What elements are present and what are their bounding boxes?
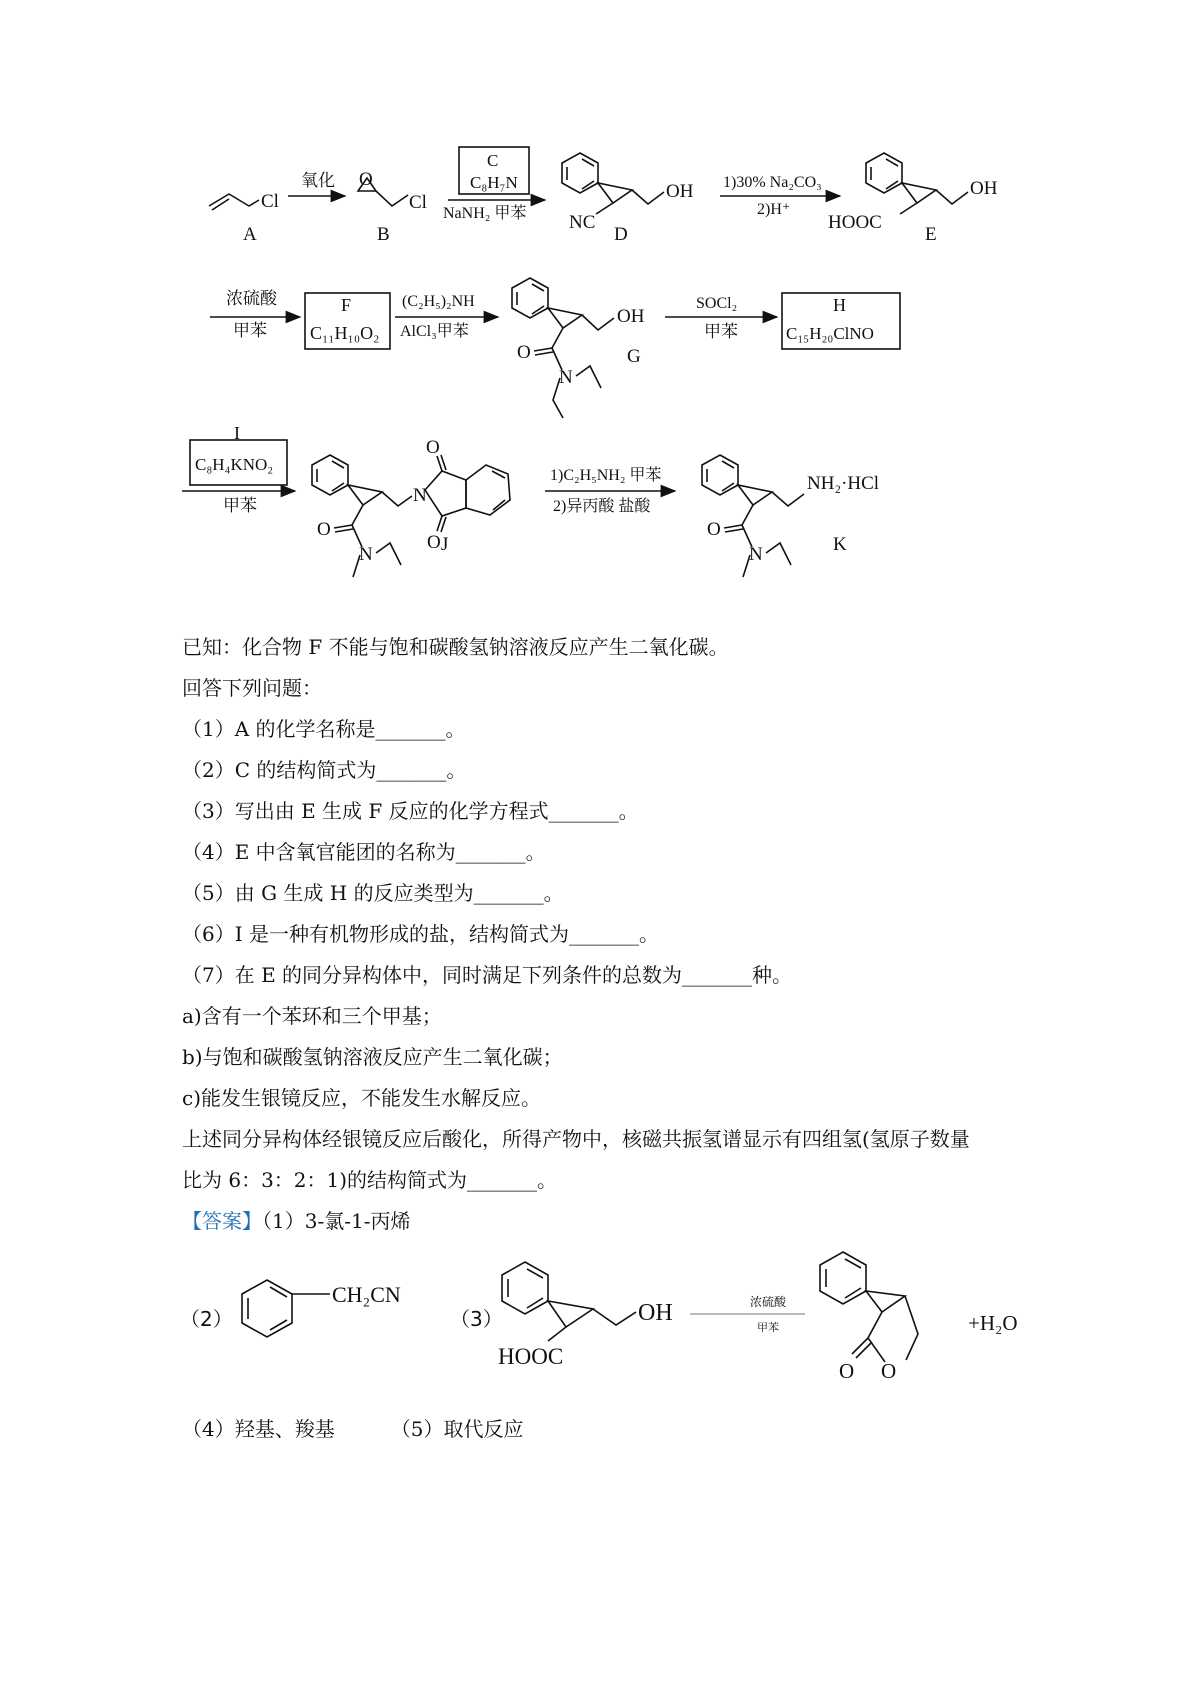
atom-N-G: N: [559, 367, 573, 388]
box-I-title: I: [234, 423, 240, 443]
question-4: （4）E 中含氧官能团的名称为_______。: [182, 840, 546, 864]
atom-O-B: O: [359, 169, 373, 190]
label-G: G: [627, 346, 641, 367]
reagent-SOCl2: SOCl₂: [696, 295, 738, 312]
answer-3-O-carbonyl: O: [839, 1359, 855, 1383]
box-C-formula: C₈H₇N: [470, 173, 518, 192]
answer-3-reactant-structure: [502, 1262, 636, 1341]
answer-3-condition: 浓硫酸: [750, 1295, 787, 1309]
question-7: （7）在 E 的同分异构体中，同时满足下列条件的总数为_______种。: [182, 963, 793, 987]
follow-up-line-2: 比为 6：3：2：1)的结构简式为_______。: [182, 1168, 558, 1192]
reagent-ethylamine: 1)C₂H₅NH₂ 甲苯: [550, 467, 662, 484]
reagent-diethylamine: (C₂H₅)₂NH: [402, 293, 475, 310]
answer-line-1: [182, 1209, 410, 1233]
compound-A-structure: [209, 194, 259, 210]
answer-structures: [0, 1240, 1200, 1440]
answer-3-OH: OH: [638, 1300, 673, 1326]
box-F-formula: C₁₁H₁₀O₂: [310, 323, 380, 343]
atom-Cl-A: Cl: [261, 191, 279, 212]
reagent-toluene-F: 甲苯: [233, 321, 267, 341]
condition-b: b)与饱和碳酸氢钠溶液反应产生二氧化碳；: [182, 1045, 563, 1069]
box-H-formula: C₁₅H₂₀ClNO: [786, 324, 874, 343]
label-E: E: [925, 224, 937, 245]
label-J: J: [441, 534, 449, 555]
question-2: （2）C 的结构简式为_______。: [182, 758, 467, 782]
atom-N-J-amide: N: [359, 544, 373, 565]
box-C-title: C: [487, 151, 499, 170]
answer-3-plus-water: +H₂O: [968, 1311, 1018, 1335]
answer-5: （5）取代反应: [390, 1417, 524, 1441]
question-3: （3）写出由 E 生成 F 反应的化学方程式_______。: [182, 799, 639, 823]
atom-Cl-B: Cl: [409, 192, 427, 213]
box-I-formula: C₈H₄KNO₂: [195, 455, 274, 474]
atom-O-K: O: [707, 519, 721, 540]
question-5: （5）由 G 生成 H 的反应类型为_______。: [182, 881, 564, 905]
label-K: K: [833, 534, 847, 555]
box-F-title: F: [341, 295, 352, 315]
atom-OH-E: OH: [970, 178, 998, 199]
reagent-Na2CO3: 1)30% Na₂CO₃: [723, 174, 822, 191]
condition-c: c)能发生银镜反应，不能发生水解反应。: [182, 1086, 542, 1110]
answer-3-O-ring: O: [881, 1359, 897, 1383]
atom-O-J-bottom: O: [427, 532, 441, 553]
compound-E-structure: [866, 153, 968, 214]
label-B: B: [377, 224, 390, 245]
answer-3-HOOC: HOOC: [498, 1344, 564, 1369]
synthesis-scheme: [0, 0, 1200, 580]
reagent-acid: 2)异丙酸 盐酸: [553, 498, 651, 515]
known-statement: 已知：化合物 F 不能与饱和碳酸氢钠溶液反应产生二氧化碳。: [182, 635, 729, 659]
reagent-conc-H2SO4: 浓硫酸: [226, 289, 277, 309]
atom-N-K: N: [749, 544, 763, 565]
reagent-toluene-J: 甲苯: [223, 496, 257, 516]
answer-3-number: （3）: [450, 1307, 503, 1331]
question-1: （1）A 的化学名称是_______。: [182, 717, 466, 741]
atom-O-J-top: O: [426, 437, 440, 458]
answer-2-number: （2）: [180, 1307, 233, 1331]
reagent-H-plus: 2)H⁺: [757, 201, 791, 218]
label-A: A: [243, 224, 257, 245]
answer-2-group: CH₂CN: [332, 1282, 401, 1307]
atom-OH-D: OH: [666, 181, 694, 202]
compound-J-structure: [312, 455, 510, 577]
atom-NC-D: NC: [569, 212, 596, 233]
answer-3-product-structure: [820, 1252, 918, 1362]
atom-OH-G: OH: [617, 306, 645, 327]
answer-tag: 【答案】: [182, 1209, 262, 1233]
question-6: （6）I 是一种有机物形成的盐，结构简式为_______。: [182, 922, 659, 946]
atom-O-G: O: [517, 342, 531, 363]
answer-2-structure: [242, 1280, 330, 1337]
reagent-oxidation: 氧化: [301, 171, 335, 191]
reagent-NaNH2: NaNH₂ 甲苯: [443, 205, 527, 222]
label-D: D: [614, 224, 628, 245]
answer-4: （4）羟基、羧基: [182, 1417, 335, 1441]
answer-line-4-5: [182, 1417, 523, 1441]
atom-NH2HCl-K: NH₂·HCl: [807, 473, 880, 494]
prompt-line: 回答下列问题：: [182, 676, 322, 700]
atom-N-J-imide: N: [413, 485, 427, 506]
reagent-AlCl3: AlCl₃甲苯: [400, 323, 469, 340]
atom-O-J-amide: O: [317, 519, 331, 540]
box-H-title: H: [833, 295, 846, 315]
follow-up-line-1: 上述同分异构体经银镜反应后酸化，所得产物中，核磁共振氢谱显示有四组氢(氢原子数量: [182, 1127, 970, 1151]
compound-D-structure: [562, 153, 664, 214]
reagent-toluene-H: 甲苯: [704, 322, 738, 342]
atom-HOOC-E: HOOC: [828, 212, 882, 233]
condition-a: a)含有一个苯环和三个甲基；: [182, 1004, 442, 1028]
answer-1: （1）3-氯-1-丙烯: [262, 1209, 411, 1233]
answer-3-solvent: 甲苯: [757, 1321, 779, 1334]
